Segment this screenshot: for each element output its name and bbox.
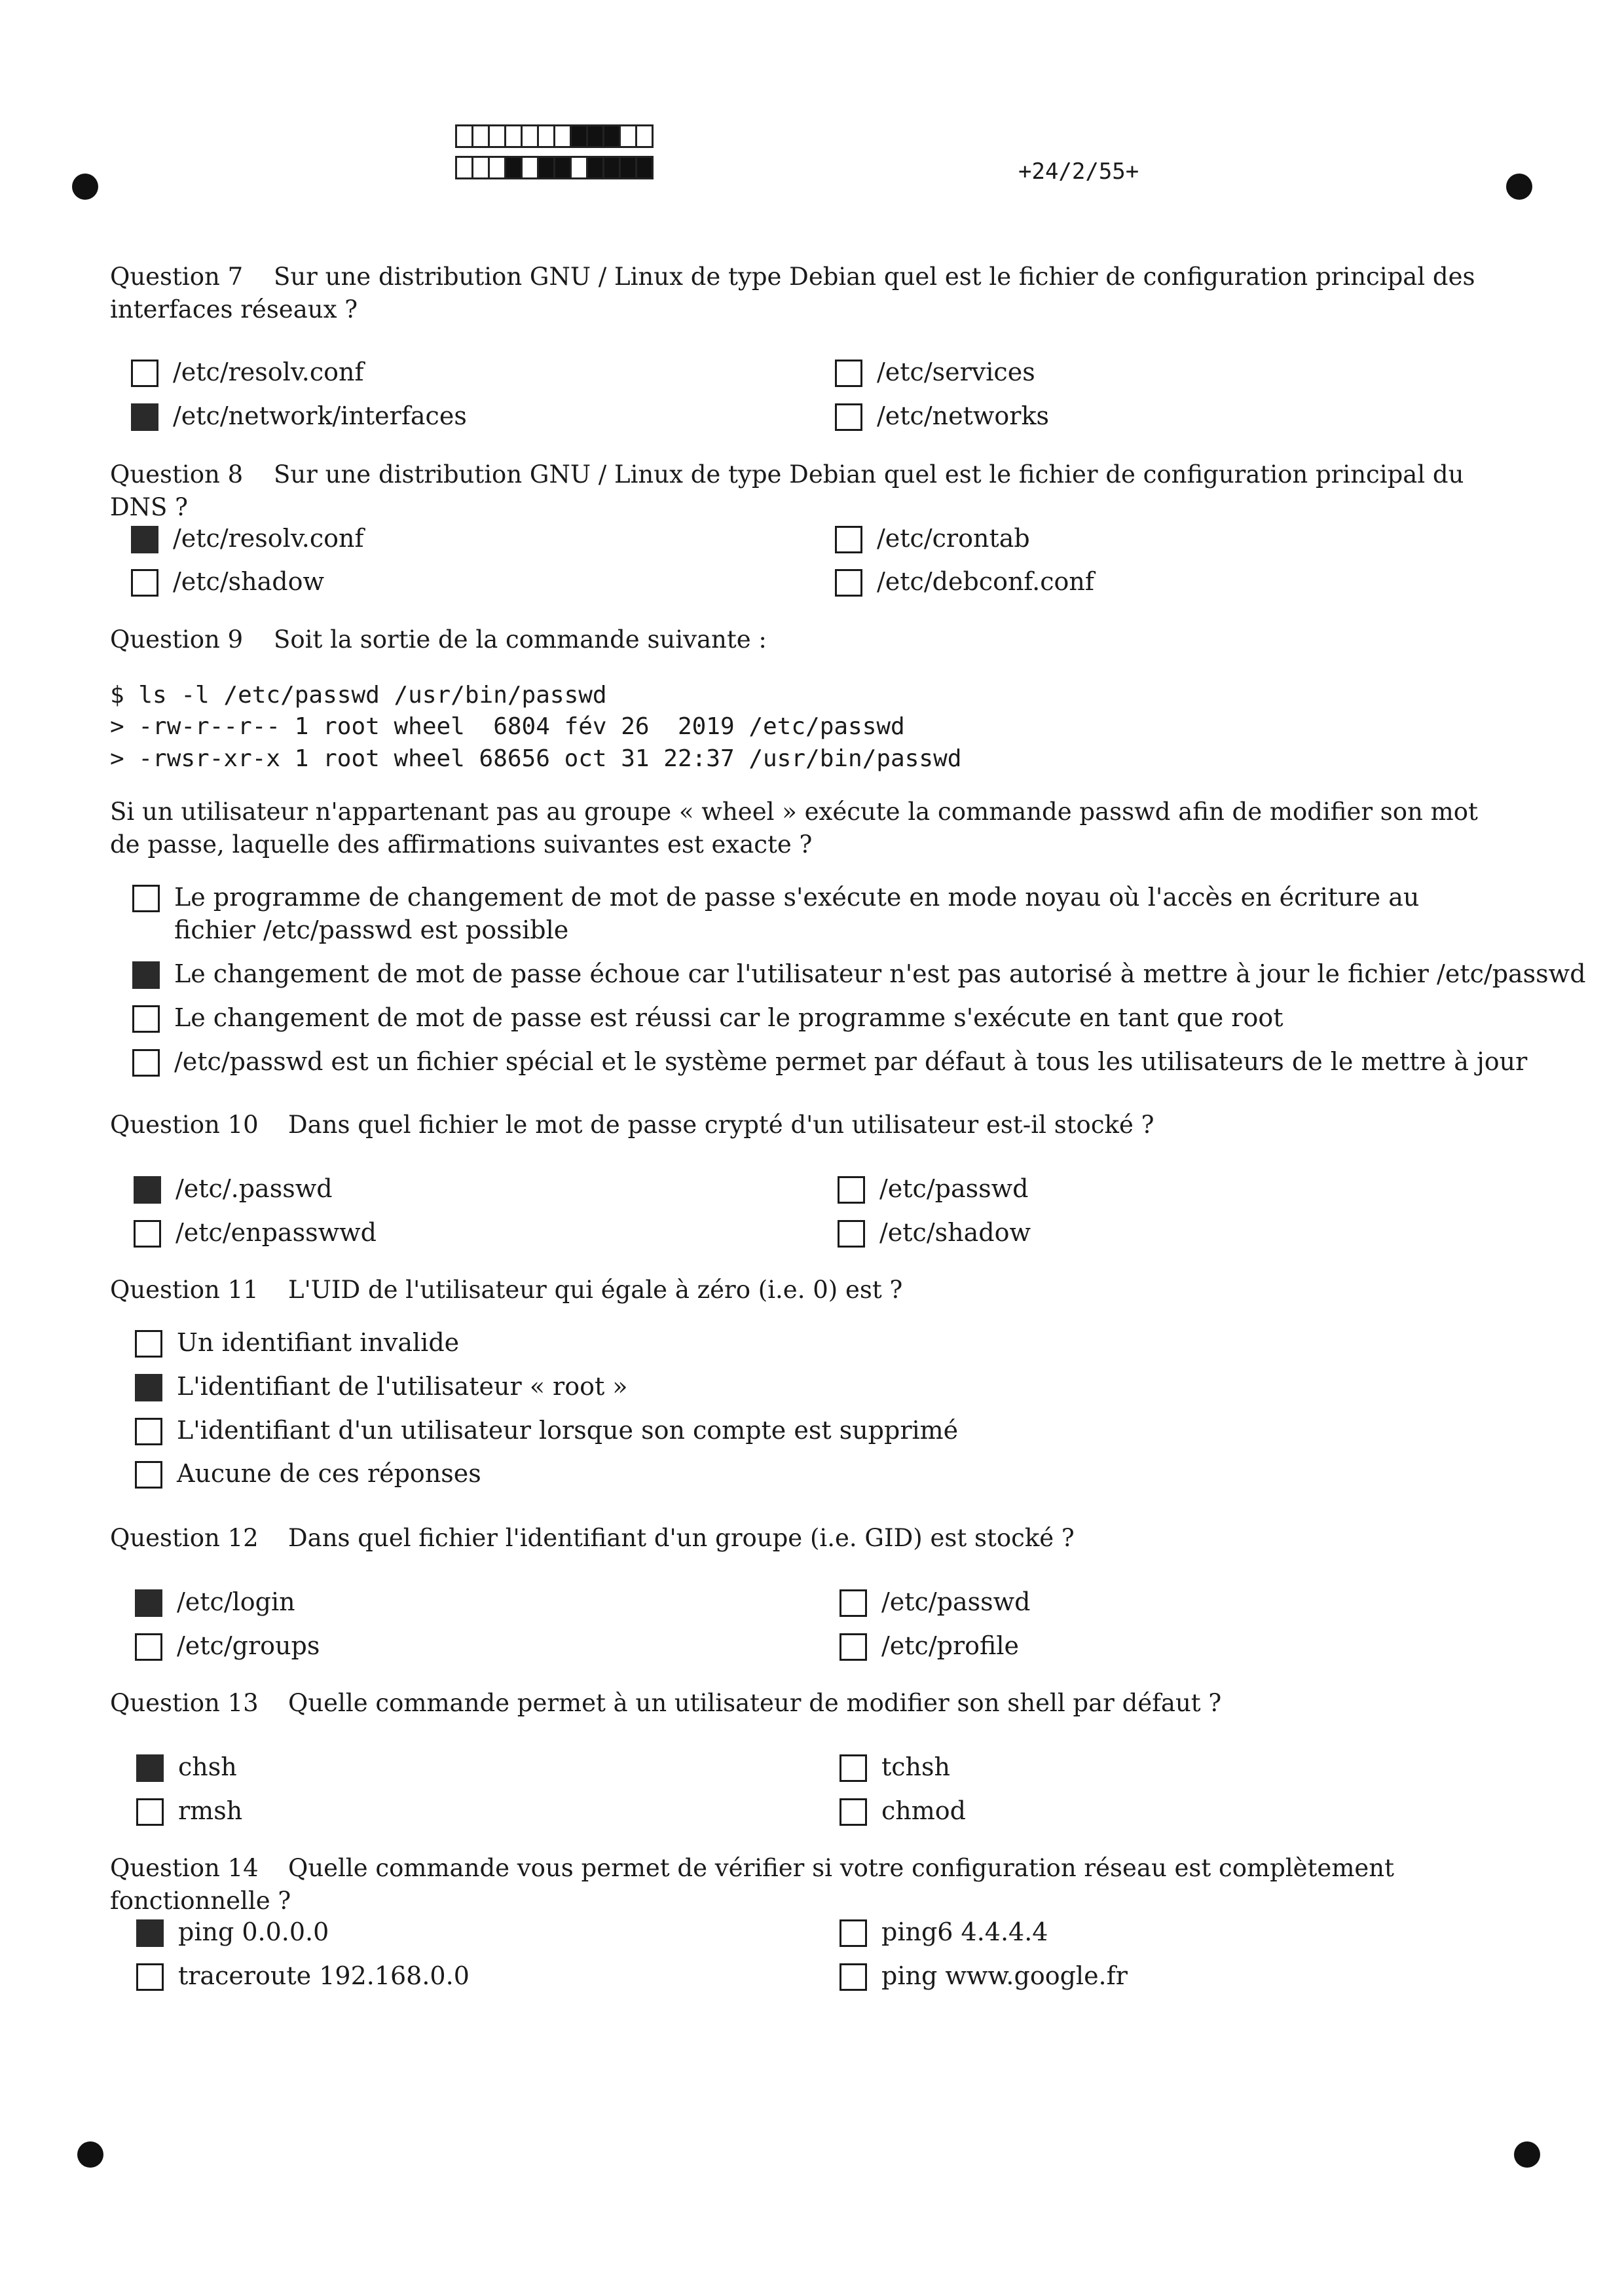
checkbox[interactable] [840, 1589, 867, 1617]
q8-option-3[interactable] [835, 522, 1030, 555]
q14-option-3[interactable] [840, 1916, 1048, 1948]
page-code-strip-bottom [455, 156, 654, 179]
checkbox[interactable] [132, 1005, 160, 1033]
option-label: /etc/network/interfaces [173, 401, 467, 430]
page-id: +24/2/55+ [1018, 158, 1139, 185]
q7-option-3[interactable] [835, 356, 1035, 388]
question-number: Question 10 [110, 1111, 259, 1139]
question-text: Dans quel fichier l'identifiant d'un groupe (i.e. GID) est stocké ? [288, 1524, 1075, 1552]
q13-option-3[interactable] [840, 1750, 950, 1783]
question-10 [110, 1109, 1498, 1141]
checkbox[interactable] [132, 885, 160, 912]
checkbox[interactable] [136, 1919, 164, 1947]
q7-option-1[interactable] [131, 356, 364, 388]
page-code-strip-top [455, 124, 654, 148]
q11-option-2[interactable] [135, 1370, 628, 1403]
question-7 [110, 261, 1498, 326]
option-label: /etc/passwd [879, 1174, 1029, 1203]
checkbox[interactable] [840, 1798, 867, 1826]
checkbox[interactable] [131, 526, 158, 553]
checkbox[interactable] [136, 1798, 164, 1826]
option-label: L'identifiant d'un utilisateur lorsque son compte est supprimé [177, 1416, 959, 1445]
question-text: Dans quel fichier le mot de passe crypté d'un utilisateur est-il stocké ? [288, 1111, 1154, 1139]
checkbox[interactable] [835, 403, 862, 431]
checkbox[interactable] [135, 1374, 162, 1401]
checkbox[interactable] [135, 1461, 162, 1489]
q11-option-3[interactable] [135, 1414, 958, 1447]
q8-option-1[interactable] [131, 522, 364, 555]
question-text: Sur une distribution GNU / Linux de type Debian quel est le fichier de configuration principal du DNS ? [110, 460, 1464, 521]
q10-option-3[interactable] [838, 1172, 1028, 1205]
option-label: /etc/enpasswwd [175, 1218, 377, 1247]
option-label: /etc/crontab [877, 524, 1030, 553]
option-label: chmod [881, 1796, 966, 1825]
option-label: traceroute 192.168.0.0 [178, 1961, 470, 1990]
q12-option-3[interactable] [840, 1585, 1030, 1618]
question-number: Question 14 [110, 1854, 259, 1882]
command-line: $ ls -l /etc/passwd /usr/bin/passwd [110, 682, 607, 709]
option-label: ping6 4.4.4.4 [881, 1917, 1048, 1946]
q13-option-2[interactable] [136, 1794, 242, 1827]
option-label: /etc/debconf.conf [877, 567, 1094, 596]
q7-option-2[interactable] [131, 399, 467, 432]
checkbox[interactable] [135, 1633, 162, 1661]
option-label: rmsh [178, 1796, 243, 1825]
corner-marker-bottom-right [1514, 2141, 1540, 2168]
q12-option-2[interactable] [135, 1629, 320, 1662]
checkbox[interactable] [136, 1754, 164, 1782]
option-label: ping www.google.fr [881, 1961, 1128, 1990]
question-9 [110, 623, 1498, 656]
checkbox[interactable] [135, 1418, 162, 1445]
question-text: Sur une distribution GNU / Linux de type Debian quel est le fichier de configuration principal des interfaces réseaux ? [110, 263, 1475, 324]
question-text: Quelle commande vous permet de vérifier si votre configuration réseau est complètement fonctionnelle ? [110, 1854, 1394, 1915]
checkbox[interactable] [131, 569, 158, 597]
q14-option-1[interactable] [136, 1916, 329, 1948]
q9-option-3[interactable] [132, 1001, 1283, 1034]
checkbox[interactable] [838, 1176, 865, 1204]
option-label: /etc/profile [881, 1631, 1020, 1660]
question-number: Question 13 [110, 1689, 259, 1717]
option-label: /etc/networks [877, 401, 1049, 430]
checkbox[interactable] [131, 403, 158, 431]
checkbox[interactable] [135, 1330, 162, 1358]
option-label: /etc/login [177, 1587, 295, 1616]
q8-option-2[interactable] [131, 565, 324, 598]
checkbox[interactable] [835, 526, 862, 553]
q9-option-2[interactable] [132, 957, 1586, 990]
checkbox[interactable] [835, 569, 862, 597]
question-number: Question 8 [110, 460, 244, 489]
q11-option-1[interactable] [135, 1326, 459, 1359]
question-text: Soit la sortie de la commande suivante : [274, 625, 767, 654]
question-followup: Si un utilisateur n'appartenant pas au groupe « wheel » exécute la commande passwd afin de modifier son mot de passe, laquelle des affirmations suivantes est exacte ? [110, 798, 1478, 859]
q12-option-1[interactable] [135, 1585, 295, 1618]
checkbox[interactable] [840, 1754, 867, 1782]
option-label: /etc/resolv.conf [173, 358, 364, 386]
command-output-line-2: > -rwsr-xr-x 1 root wheel 68656 oct 31 22:37 /usr/bin/passwd [110, 745, 962, 772]
command-output-line-1: > -rw-r--r-- 1 root wheel 6804 fév 26 2019 /etc/passwd [110, 713, 905, 740]
option-label: Aucune de ces réponses [177, 1459, 481, 1488]
question-14 [110, 1852, 1498, 1917]
option-label: tchsh [881, 1752, 951, 1781]
checkbox[interactable] [840, 1919, 867, 1947]
question-number: Question 12 [110, 1524, 259, 1552]
q7-option-4[interactable] [835, 399, 1049, 432]
q11-option-4[interactable] [135, 1457, 481, 1490]
q12-option-4[interactable] [840, 1629, 1019, 1662]
option-label: /etc/passwd est un fichier spécial et le système permet par défaut à tous les utilisateurs de le mettre à jour [174, 1047, 1528, 1076]
option-label: /etc/groups [177, 1631, 320, 1660]
checkbox[interactable] [134, 1220, 161, 1248]
q9-option-4[interactable] [132, 1045, 1527, 1078]
checkbox[interactable] [840, 1963, 867, 1991]
corner-marker-top-left [72, 174, 98, 200]
option-label: ping 0.0.0.0 [178, 1917, 329, 1946]
question-8 [110, 458, 1498, 524]
corner-marker-top-right [1506, 174, 1532, 200]
option-label: Le changement de mot de passe est réussi car le programme s'exécute en tant que root [174, 1003, 1283, 1032]
q10-option-2[interactable] [134, 1216, 377, 1249]
option-label: Le changement de mot de passe échoue car l'utilisateur n'est pas autorisé à mettre à jour le fichier /etc/passwd [174, 959, 1586, 988]
q10-option-1[interactable] [134, 1172, 333, 1205]
checkbox[interactable] [132, 1049, 160, 1077]
question-13 [110, 1687, 1498, 1720]
checkbox[interactable] [134, 1176, 161, 1204]
question-text: Quelle commande permet à un utilisateur de modifier son shell par défaut ? [288, 1689, 1222, 1717]
q9-option-1[interactable] [132, 881, 1507, 946]
option-label: Le programme de changement de mot de passe s'exécute en mode noyau où l'accès en écriture au fichier /etc/passwd est possible [174, 883, 1420, 944]
question-number: Question 11 [110, 1276, 259, 1304]
checkbox[interactable] [838, 1220, 865, 1248]
q14-option-2[interactable] [136, 1959, 470, 1992]
option-label: /etc/.passwd [175, 1174, 333, 1203]
question-12 [110, 1522, 1498, 1555]
option-label: L'identifiant de l'utilisateur « root » [177, 1372, 628, 1401]
option-label: /etc/resolv.conf [173, 524, 364, 553]
checkbox[interactable] [136, 1963, 164, 1991]
corner-marker-bottom-left [77, 2141, 103, 2168]
option-label: chsh [178, 1752, 237, 1781]
q8-option-4[interactable] [835, 565, 1094, 598]
q10-option-4[interactable] [838, 1216, 1031, 1249]
option-label: /etc/services [877, 358, 1035, 386]
checkbox[interactable] [132, 961, 160, 989]
option-label: /etc/shadow [879, 1218, 1031, 1247]
q13-option-1[interactable] [136, 1750, 237, 1783]
question-11 [110, 1274, 1498, 1306]
checkbox[interactable] [131, 360, 158, 387]
option-label: Un identifiant invalide [177, 1328, 460, 1357]
question-number: Question 7 [110, 263, 244, 291]
q14-option-4[interactable] [840, 1959, 1128, 1992]
checkbox[interactable] [840, 1633, 867, 1661]
checkbox[interactable] [835, 360, 862, 387]
q13-option-4[interactable] [840, 1794, 966, 1827]
option-label: /etc/shadow [173, 567, 325, 596]
question-text: L'UID de l'utilisateur qui égale à zéro (i.e. 0) est ? [288, 1276, 903, 1304]
question-number: Question 9 [110, 625, 244, 654]
checkbox[interactable] [135, 1589, 162, 1617]
option-label: /etc/passwd [881, 1587, 1031, 1616]
